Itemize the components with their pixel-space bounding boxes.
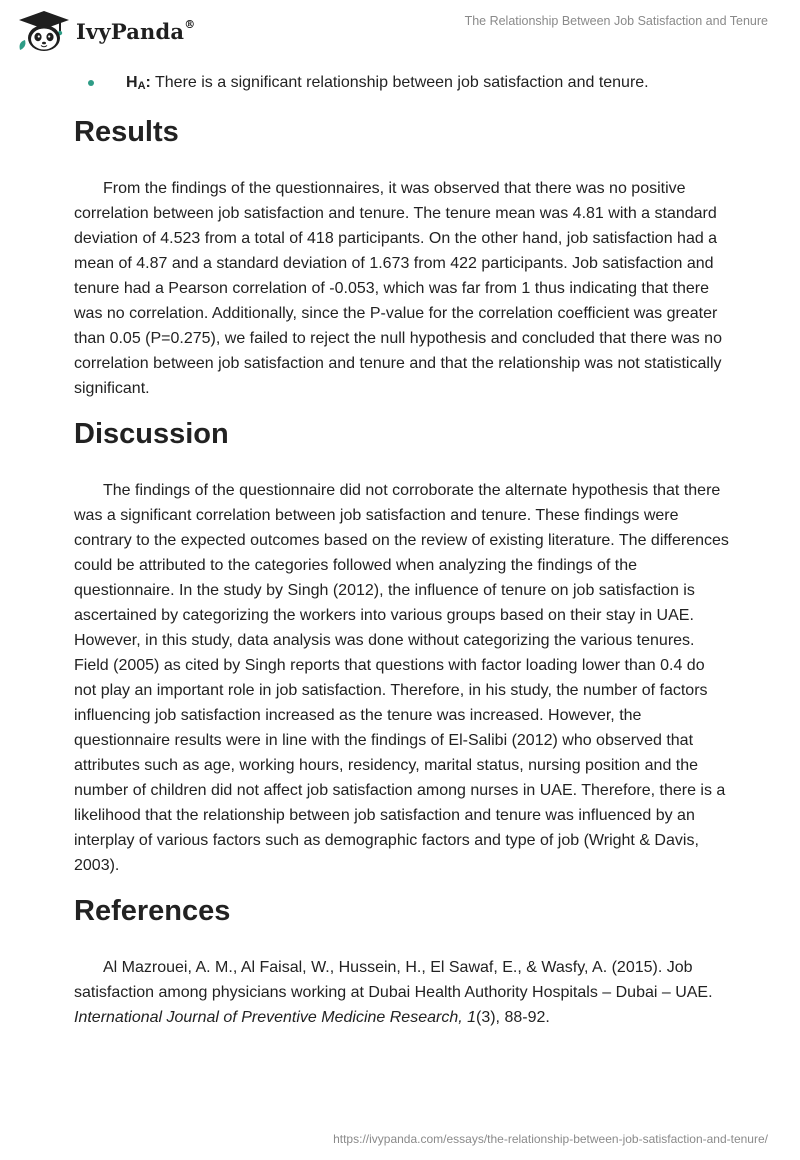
source-url[interactable]: https://ivypanda.com/essays/the-relationship-between-job-satisfaction-and-tenure/ [333, 1132, 768, 1146]
hypothesis-text: There is a significant relationship between job satisfaction and tenure. [150, 74, 649, 91]
ivypanda-logo[interactable] [14, 8, 195, 54]
reference-entry: Al Mazrouei, A. M., Al Faisal, W., Hussein, H., El Sawaf, E., & Wasfy, A. (2015). Job satisfaction among physicians working at Dubai Health Authority Hospitals – Dubai – UAE. International Journal of Preventive Medicine Research, 1(3), 88-92. [74, 959, 713, 1026]
document-body [74, 70, 730, 1030]
results-heading: Results [74, 116, 179, 148]
page-header [0, 0, 800, 60]
journal-title: International Journal of Preventive Medicine Research, 1 [74, 1009, 476, 1026]
bullet-icon [88, 80, 94, 86]
references-heading: References [74, 895, 231, 927]
discussion-paragraph: The findings of the questionnaire did not corroborate the alternate hypothesis that there was a significant correlation between job satisfaction and tenure. These findings were contrary to the expected outcomes based on the review of existing literature. The differences could be attributed to the categories followed when analyzing the findings of the questionnaire. In the study by Singh (2012), the influence of tenure on job satisfaction is ascertained by categorizing the workers into various groups based on their stay in UAE. However, in this study, data analysis was done without categorizing the various tenures. Field (2005) as cited by Singh reports that questions with factor loading lower than 0.4 do not play an important role in job satisfaction. Therefore, in his study, the number of factors influencing job satisfaction increased as the tenure was increased. However, the questionnaire results were in line with the findings of El-Salibi (2012) who observed that attributes such as age, working hours, residency, marital status, nursing position and the number of children did not affect job satisfaction among nurses in UAE. Therefore, there is a likelihood that the relationship between job satisfaction and tenure was influenced by an interplay of various factors such as demographic factors and type of job (Wright & Davis, 2003). [74, 482, 729, 874]
discussion-heading: Discussion [74, 418, 229, 450]
panda-graduate-icon [14, 8, 74, 54]
document-title: The Relationship Between Job Satisfaction and Tenure [464, 14, 768, 28]
alternate-hypothesis [74, 70, 730, 97]
brand-name: IvyPanda® [76, 17, 196, 44]
hypothesis-label: $H_A$: [126, 74, 151, 92]
results-paragraph: From the findings of the questionnaires, it was observed that there was no positive correlation between job satisfaction and tenure. The tenure mean was 4.81 with a standard deviation of 4.523 from a total of 418 participants. On the other hand, job satisfaction had a mean of 4.87 and a standard deviation of 1.673 from 422 participants. Job satisfaction and tenure had a Pearson correlation of -0.053, which was far from 1 thus indicating that there was no correlation. Additionally, since the P-value for the correlation coefficient was greater than 0.05 (P=0.275), we failed to reject the null hypothesis and concluded that there was no correlation between job satisfaction and tenure and that the relationship was not statistically significant. [74, 180, 722, 397]
